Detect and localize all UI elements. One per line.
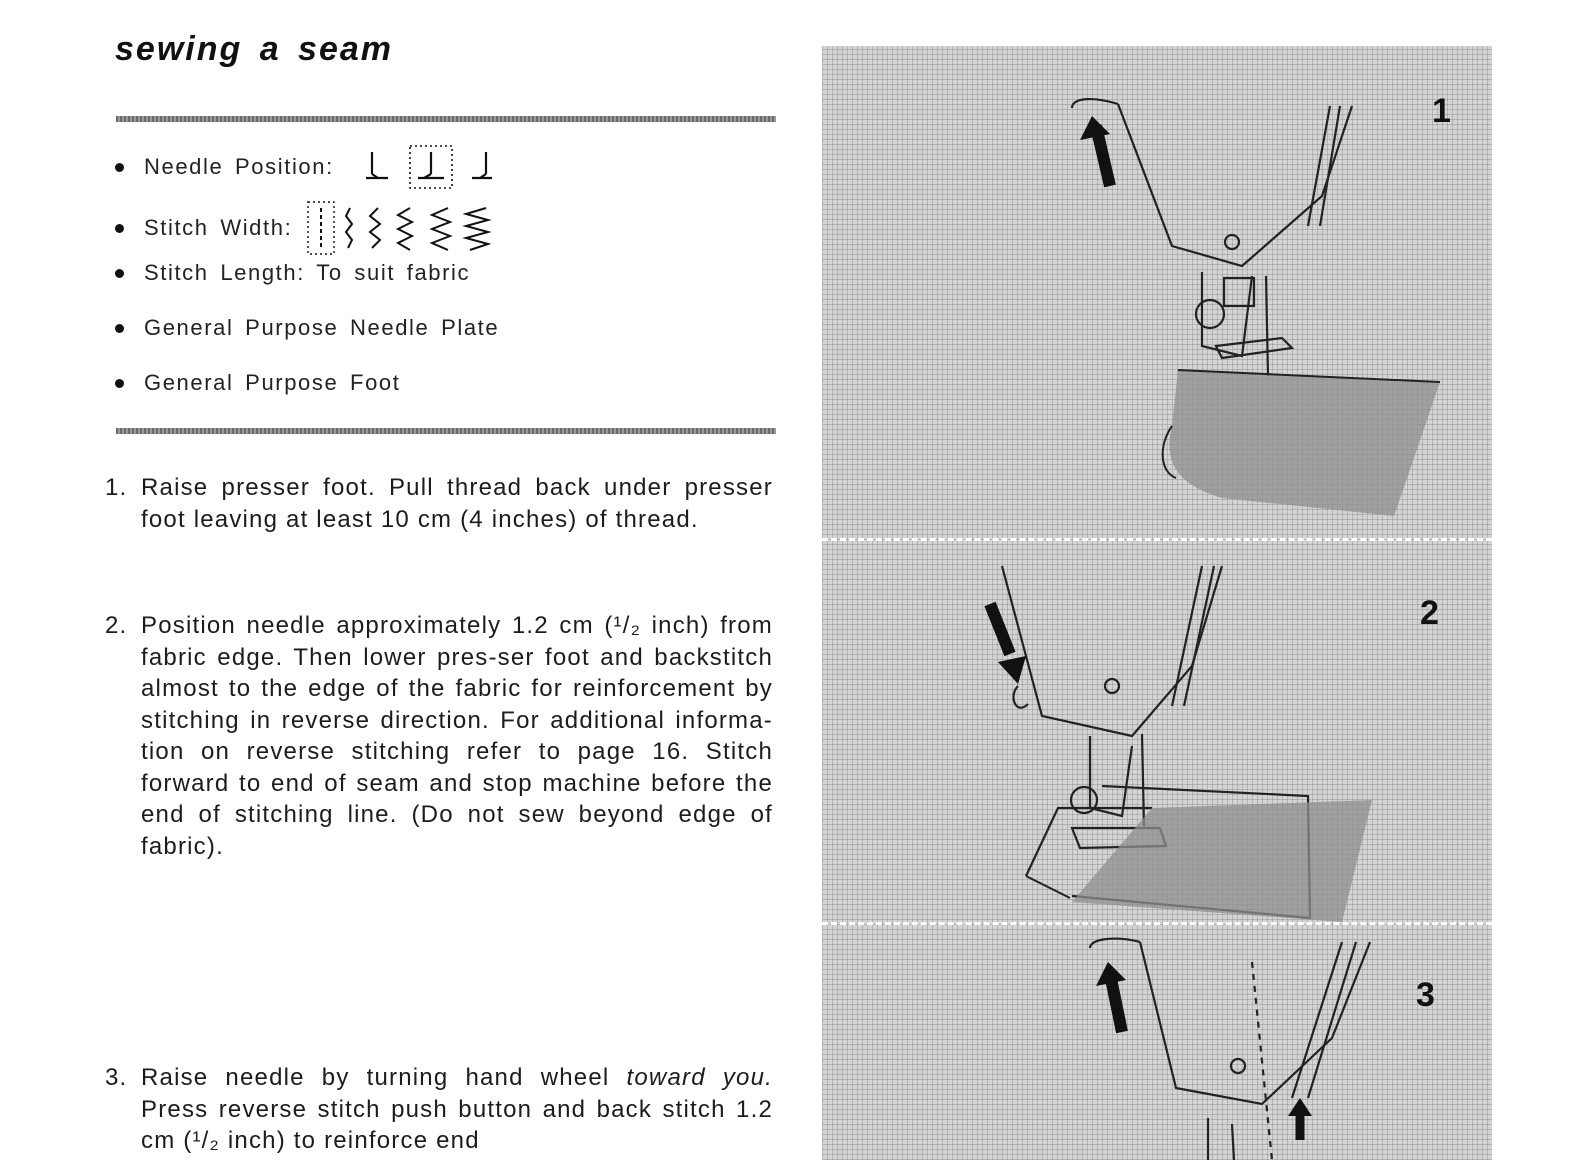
bullet-icon — [115, 163, 124, 172]
needle-position-icon — [362, 144, 502, 190]
setting-label: Stitch Width: — [144, 215, 293, 240]
raise-needle-illustration — [822, 928, 1492, 1160]
step-text: Position needle approximately 1.2 cm (¹/₂ inch) from fabric edge. Then lower pres-ser foot and backstitch almost to the edge of the fabric for reinforcement by stitching in reverse direction. For additional informa-tion on reverse stitching refer to page 16. Stitch forward to end of seam and stop machine before the end of stitching line. (Do not sew beyond edge of fabric). — [141, 612, 773, 860]
raise-presser-foot-illustration — [822, 46, 1492, 536]
setting-needle-plate — [115, 315, 499, 341]
bullet-icon — [115, 224, 124, 233]
illustration-label-3: 3 — [1416, 976, 1435, 1014]
setting-stitch-width — [115, 200, 506, 256]
setting-label: General Purpose Foot — [144, 370, 401, 395]
step-number: 2. — [105, 612, 128, 639]
setting-needle-position — [115, 144, 502, 190]
step-number: 1. — [105, 474, 128, 501]
bullet-icon — [115, 324, 124, 333]
top-rule — [116, 116, 776, 122]
setting-stitch-length — [115, 260, 470, 286]
setting-label: Stitch Length: To suit fabric — [144, 260, 471, 285]
setting-label: Needle Position: — [144, 154, 334, 179]
step-text: Raise needle by turning hand wheel toward you. Press reverse stitch push button and back stitch 1.2 cm (¹/₂ inch) to reinforce end — [141, 1064, 773, 1154]
step-text: Raise presser foot. Pull thread back under presser foot leaving at least 10 cm (4 inches) of thread. — [141, 474, 773, 533]
illustration-label-2: 2 — [1420, 594, 1439, 632]
bottom-rule — [116, 428, 776, 434]
setting-label: General Purpose Needle Plate — [144, 315, 500, 340]
bullet-icon — [115, 269, 124, 278]
step-2 — [105, 610, 773, 862]
step-3 — [105, 1062, 773, 1157]
step-1 — [105, 472, 773, 535]
bullet-icon — [115, 379, 124, 388]
step-number: 3. — [105, 1064, 128, 1091]
page-title: sewing a seam — [115, 30, 394, 68]
illustration-panel — [822, 46, 1492, 1160]
panel-divider — [822, 538, 1492, 541]
setting-foot — [115, 370, 400, 396]
illustration-label-1: 1 — [1432, 92, 1451, 130]
stitch-width-icon — [306, 200, 506, 256]
lower-presser-foot-illustration — [822, 546, 1492, 926]
